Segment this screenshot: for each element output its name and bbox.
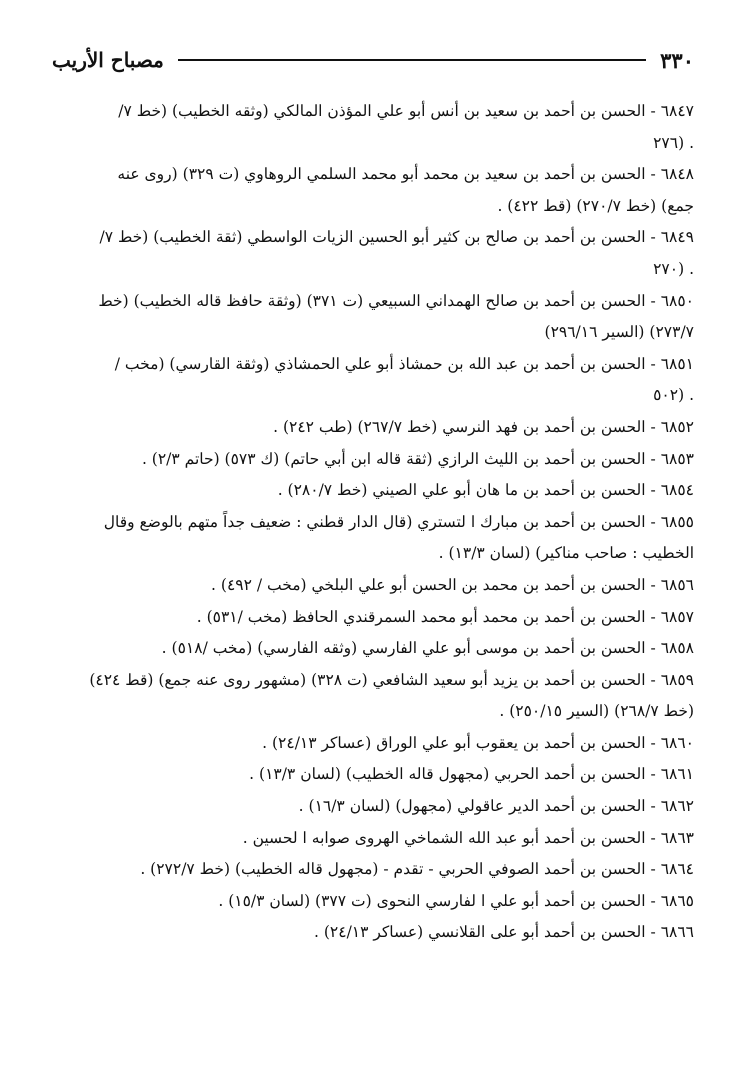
entry-line: ٢٧٠) . (653, 259, 694, 278)
entry (52, 633, 694, 665)
entry-line: ٦٨٥١ - الحسن بن أحمد بن عبد الله بن حمشاذ أبو علي الحمشاذي (وثقة القارسي) (مخب / (114, 354, 694, 373)
header-rule (178, 59, 646, 61)
entry-line: ٦٨٦٠ - الحسن بن أحمد بن يعقوب أبو علي الوراق (عساكر ٢٤/١٣) . (262, 733, 694, 752)
entry-line: ٦٨٦٤ - الحسن بن أحمد الصوفي الحربي - تقدم - (مجهول قاله الخطيب) (خط ٢٧٢/٧) . (140, 860, 694, 879)
entry-line: ٢٧٣/٧) (السير ٢٩٦/١٦) (544, 323, 694, 342)
entry (52, 728, 694, 760)
entry (52, 222, 694, 285)
entry-line: ٦٨٦٥ - الحسن بن أحمد أبو علي ا لفارسي النحوى (ت ٣٧٧) (لسان ١٥/٣) . (218, 891, 694, 910)
entry-line: ٥٠٢) . (653, 386, 694, 405)
entry-line: ٢٧٦) . (653, 133, 694, 152)
entry (52, 159, 694, 222)
entry (52, 791, 694, 823)
entry-line: ٦٨٥٢ - الحسن بن أحمد بن فهد النرسي (خط ٢٦٧/٧) (طب ٢٤٢) . (273, 417, 694, 436)
page-number: ٣٣٠ (660, 47, 694, 73)
entry (52, 475, 694, 507)
entry-line: ٦٨٥٧ - الحسن بن أحمد بن محمد أبو محمد السمرقندي الحافظ (مخب /٥٣١) . (196, 607, 694, 626)
entry-line: ٦٨٤٧ - الحسن بن أحمد بن سعيد بن أنس أبو علي المؤذن المالكي (وثقه الخطيب) (خط ٧/ (118, 102, 694, 120)
entry (52, 412, 694, 444)
entry-line: ٦٨٦١ - الحسن بن أحمد الحربي (مجهول قاله الخطيب) (لسان ١٣/٣) . (249, 765, 694, 784)
entry (52, 286, 694, 349)
entry-line: (خط ٢٦٨/٧) (السير ٢٥٠/١٥) . (499, 702, 694, 721)
running-title: مصباح الأريب (52, 48, 164, 72)
entry-line: ٦٨٤٨ - الحسن بن أحمد بن سعيد بن محمد أبو محمد السلمي الروهاوي (ت ٣٢٩) (روى عنه (117, 165, 694, 184)
entry-line: ٦٨٥٠ - الحسن بن أحمد بن صالح الهمداني السبيعي (ت ٣٧١) (وثقة حافظ قاله الخطيب) (خط (98, 291, 694, 310)
entry (52, 665, 694, 728)
entry-line: ٦٨٥٣ - الحسن بن أحمد بن الليث الرازي (ثقة قاله ابن أبي حاتم) (ك ٥٧٣) (حاتم ٢/٣) . (141, 449, 694, 468)
entry-line: ٦٨٥٤ - الحسن بن أحمد بن ما هان أبو علي الصيني (خط ٢٨٠/٧) . (277, 481, 694, 500)
entry (52, 444, 694, 476)
page-header (52, 40, 694, 80)
entry-line: ٦٨٥٥ - الحسن بن أحمد بن مبارك ا لتستري (قال الدار قطني : ضعيف جداً متهم بالوضع وقال (103, 512, 694, 531)
entry-line: ٦٨٦٢ - الحسن بن أحمد الدير عاقولي (مجهول) (لسان ١٦/٣) . (298, 797, 694, 816)
entry-line: ٦٨٥٨ - الحسن بن أحمد بن موسى أبو علي الفارسي (وثقه الفارسي) (مخب /٥١٨) . (161, 639, 694, 658)
entry (52, 917, 694, 949)
entry (52, 570, 694, 602)
entry-line: ٦٨٤٩ - الحسن بن أحمد بن صالح بن كثير أبو الحسين الزيات الواسطي (ثقة الخطيب) (خط ٧/ (99, 228, 694, 247)
entries-list (52, 96, 694, 949)
entry-line: ٦٨٥٩ - الحسن بن أحمد بن يزيد أبو سعيد الشافعي (ت ٣٢٨) (مشهور روى عنه جمع) (قط ٤٢٤) (89, 670, 694, 689)
entry-line: جمع) (خط ٢٧٠/٧) (قط ٤٢٢) . (497, 196, 694, 215)
entry (52, 349, 694, 412)
entry (52, 886, 694, 918)
entry (52, 823, 694, 855)
entry (52, 602, 694, 634)
entry (52, 507, 694, 570)
entry-line: ٦٨٥٦ - الحسن بن أحمد بن محمد بن الحسن أبو علي البلخي (مخب / ٤٩٢) . (211, 575, 694, 594)
entry-line: ٦٨٦٣ - الحسن بن أحمد أبو عبد الله الشماخي الهروى صوابه ا لحسين . (242, 828, 694, 847)
entry-line: ٦٨٦٦ - الحسن بن أحمد أبو على القلانسي (عساكر ٢٤/١٣) . (314, 923, 694, 942)
entry (52, 96, 694, 159)
entry (52, 759, 694, 791)
entry-line: الخطيب : صاحب مناكير) (لسان ١٣/٣) . (438, 544, 694, 563)
entry (52, 854, 694, 886)
